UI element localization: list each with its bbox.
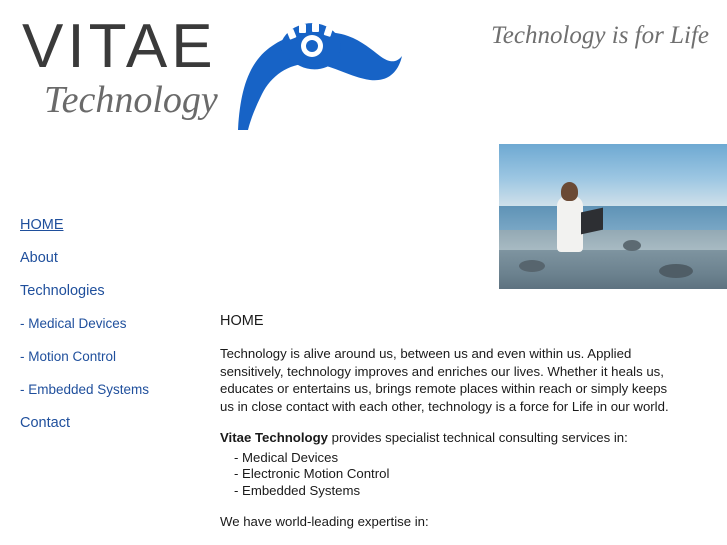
company-name: Vitae Technology xyxy=(220,430,328,445)
main-content xyxy=(220,313,670,545)
hero-rock xyxy=(519,260,545,272)
list-item: - Embedded Systems xyxy=(234,482,361,498)
sidebar-item-medical-devices[interactable]: - Medical Devices xyxy=(20,316,127,331)
sidebar-item-technologies[interactable]: Technologies xyxy=(20,283,105,299)
hero-shoreline xyxy=(499,230,727,252)
sidebar-nav xyxy=(20,216,200,447)
services-intro-text: provides specialist technical consulting services in: xyxy=(327,430,628,445)
swoosh-gear-icon xyxy=(220,12,410,132)
sidebar-item-embedded-systems[interactable]: - Embedded Systems xyxy=(20,382,150,397)
site-tagline: Technology is for Life xyxy=(491,22,709,49)
expertise-intro-paragraph: We have world-leading expertise in: xyxy=(220,514,429,529)
services-intro-paragraph xyxy=(220,429,670,447)
hero-person-head xyxy=(561,182,578,201)
sidebar-item-motion-control[interactable]: - Motion Control xyxy=(20,349,117,364)
hero-person-body xyxy=(557,196,583,252)
list-item: - Electronic Motion Control xyxy=(234,466,390,481)
hero-rock xyxy=(659,264,693,278)
site-header xyxy=(0,0,727,140)
hero-image xyxy=(499,144,727,289)
list-item: - Medical Devices xyxy=(234,449,339,465)
sidebar-item-about[interactable]: About xyxy=(20,250,58,266)
page-title: HOME xyxy=(220,313,264,329)
services-list xyxy=(220,450,670,500)
hero-sea xyxy=(499,206,727,232)
sidebar-item-contact[interactable]: Contact xyxy=(20,415,70,431)
hero-laptop xyxy=(581,208,603,235)
logo-primary-text: VITAE xyxy=(22,12,217,81)
sidebar-item-home[interactable]: HOME xyxy=(20,217,64,233)
hero-sky xyxy=(499,144,727,206)
logo-secondary-text: Technology xyxy=(44,79,218,121)
hero-rock xyxy=(623,240,641,251)
intro-paragraph: Technology is alive around us, between us and even within us. Applied sensitively, technology improves and enriches our lives. Whether it heals us, educates or entertains us, brings remote places within reach or simply keeps us in close contact with each other, technology is a force for Life in our world. xyxy=(220,346,669,414)
